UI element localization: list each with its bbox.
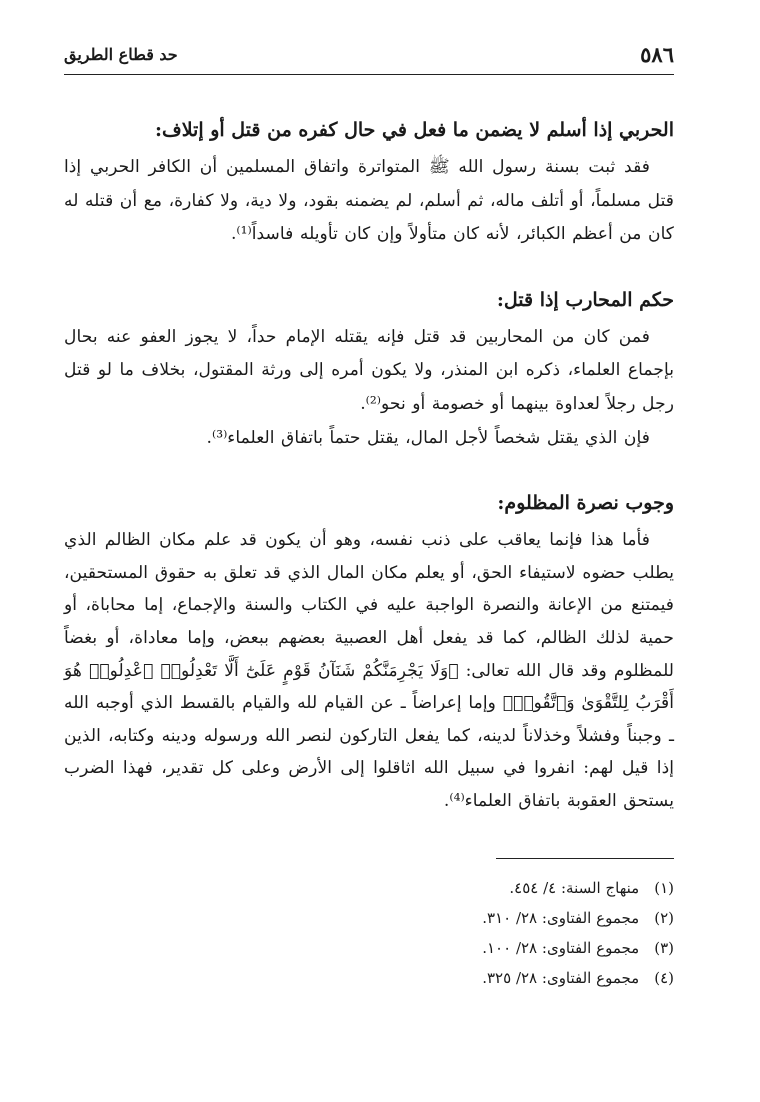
footnote-marker: (٤) [654,968,674,987]
section-heading: وجوب نصرة المظلوم: [497,492,674,515]
footnote-text: منهاج السنة: ٤/ ٤٥٤. [509,878,640,897]
footnote [64,873,674,903]
section-heading: حكم المحارب إذا قتل: [496,288,674,311]
footnote [64,963,674,993]
footnote [64,903,674,933]
footnote-marker: (٣) [654,938,674,957]
footnote-marker: (٢) [654,908,674,927]
section-support-oppressed [64,488,674,817]
footnote-marker: (١) [654,878,674,897]
footnote-separator [496,858,674,859]
paragraph: فإن الذي يقتل شخصاً لأجل المال، يقتل حتماً باتفاق العلماء⁽³⁾. [206,427,650,448]
footnote-text: مجموع الفتاوى: ٢٨/ ١٠٠. [482,938,640,957]
page-number: ٥٨٦ [640,42,674,67]
paragraph: فأما هذا فإنما يعاقب على ذنب نفسه، وهو أن يكون قد علم مكان الظالم الذي يطلب حضوه لاستيفاء الحق، أو يعلم مكان المال الذي قد تعلق به حقوق المستحقين، فيمتنع من الإعانة والنصرة الواجبة عليه في الكتاب والسنة والإجماع، إما محاباة، أو حمية لذلك الظالم، كما قد يفعل أهل العصبية بعضهم ببعض، وإما معاداة، أو بغضاً للمظلوم وقد قال الله تعالى: ﴿وَلَا يَجْرِمَنَّكُمْ شَنَآنُ قَوْمٍ عَلَىٰٓ أَلَّا تَعْدِلُوا۟ ٱعْدِلُوا۟ هُوَ أَقْرَبُ لِلتَّقْوَىٰ وَٱتَّقُوا۟﴾ وإما إعراضاً ـ عن القيام لله والقيام بالقسط الذي أوجبه الله ـ وجبناً وفشلاً وخذلاناً لدينه، كما يفعل التاركون لنصر الله ورسوله ودينه وكتابه، الذين إذا قيل لهم: انفروا في سبيل الله اثاقلوا إلى الأرض وعلى كل تقدير، فهذا الضرب يستحق العقوبة باتفاق العلماء⁽⁴⁾. [64,530,674,811]
section-heading: الحربي إذا أسلم لا يضمن ما فعل في حال كفره من قتل أو إتلاف: [154,119,674,141]
section-muharib-ruling [64,285,674,455]
footnote [64,933,674,963]
header-rule [64,74,674,75]
footnotes-list [64,873,674,993]
section-harbi-conversion [64,115,674,252]
page-header [64,40,674,70]
paragraph: فقد ثبت بسنة رسول الله ﷺ المتواترة واتفاق المسلمين أن الكافر الحربي إذا قتل مسلماً، أو أتلف ماله، ثم أسلم، لم يضمنه بقود، ولا دية، ولا كفارة، مع أن قتله له كان من أعظم الكبائر، لأنه كان متأولاً وإن كان تأويله فاسداً⁽¹⁾. [64,157,674,245]
book-page [64,40,674,993]
running-title: حد قطاع الطريق [64,45,178,64]
footnote-text: مجموع الفتاوى: ٢٨/ ٣١٠. [482,908,640,927]
footnote-text: مجموع الفتاوى: ٢٨/ ٣٢٥. [482,968,640,987]
paragraph: فمن كان من المحاربين قد قتل فإنه يقتله الإمام حداً، لا يجوز العفو عنه بحال بإجماع العلماء، ذكره ابن المنذر، ولا يكون أمره إلى ورثة المقتول، بخلاف ما لو قتل رجل رجلاً لعداوة بينهما أو خصومة أو نحو⁽²⁾. [64,326,674,414]
